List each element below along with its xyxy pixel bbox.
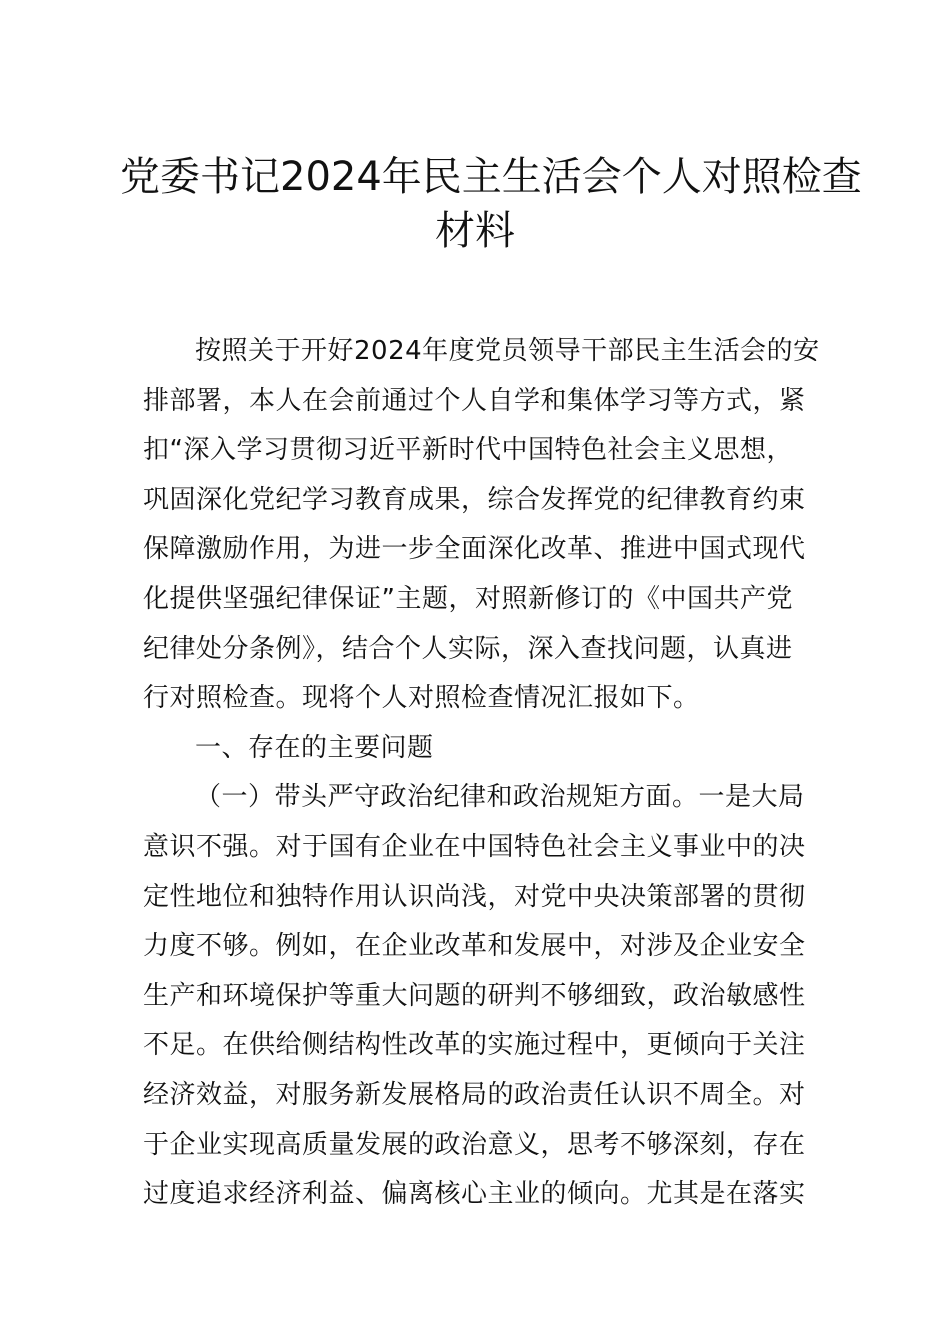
body-line: （一）带头严守政治纪律和政治规矩方面。一是大局 [195,782,805,813]
body-line: 扣“深入学习贯彻习近平新时代中国特色社会主义思想， [143,435,793,466]
body-line: 力度不够。例如，在企业改革和发展中，对涉及企业安全 [143,931,806,962]
body-line: 于企业实现高质量发展的政治意义，思考不够深刻，存在 [143,1129,806,1160]
body-line: 意识不强。对于国有企业在中国特色社会主义事业中的决 [143,831,806,862]
body-line: 定性地位和独特作用认识尚浅，对党中央决策部署的贯彻 [143,881,806,912]
document-body [143,327,823,1220]
body-line: 排部署，本人在会前通过个人自学和集体学习等方式，紧 [143,385,806,416]
body-line: 过度追求经济利益、偏离核心主业的倾向。尤其是在落实 [143,1179,806,1210]
title-line-2: 材料 [435,208,515,254]
body-line: 按照关于开好2024年度党员领导干部民主生活会的安 [195,336,820,366]
body-line: 经济效益，对服务新发展格局的政治责任认识不周全。对 [143,1079,806,1110]
document-title [120,150,862,258]
body-line: 保障激励作用，为进一步全面深化改革、推进中国式现代 [143,534,806,565]
body-line: 生产和环境保护等重大问题的研判不够细致，政治敏感性 [143,980,806,1011]
body-line: 巩固深化党纪学习教育成果，综合发挥党的纪律教育约束 [143,484,806,515]
section-heading: 一、存在的主要问题 [195,732,434,763]
body-line: 行对照检查。现将个人对照检查情况汇报如下。 [143,683,700,714]
body-line: 不足。在供给侧结构性改革的实施过程中，更倾向于关注 [143,1030,806,1061]
body-line: 化提供坚强纪律保证”主题，对照新修订的《中国共产党 [143,583,793,614]
body-line: 纪律处分条例》，结合个人实际，深入查找问题，认真进 [143,633,793,664]
title-line-1: 党委书记2024年民主生活会个人对照检查 [120,154,862,200]
